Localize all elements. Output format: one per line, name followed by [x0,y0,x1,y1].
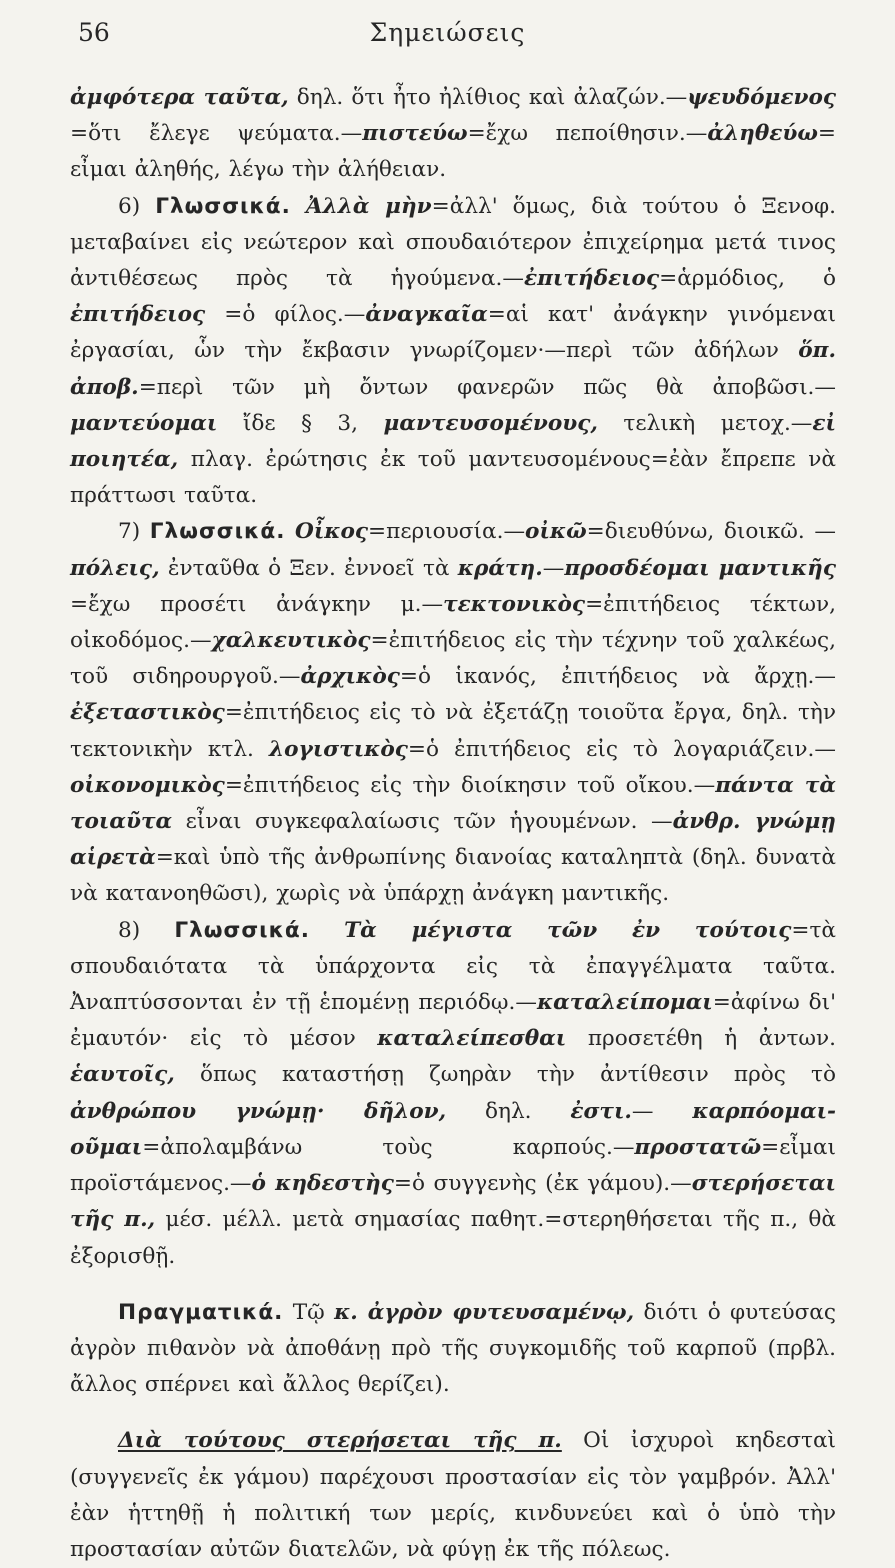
note-paragraph [70,80,836,189]
note-text [291,194,306,219]
note-text: δηλ. ὅτι ἦτο ἠλίθιος καὶ ἀλαζών.— [288,85,688,110]
note-text: =ἀπολαμβάνω τοὺς καρπούς.— [142,1134,635,1160]
note-text: ἴδε § 3, [217,410,384,436]
note-text: — [631,1098,693,1124]
note-text: =ἐπιτήδειος τέκτων, οἰκοδόμος.— [70,591,836,654]
glossed-term: στερήσεται τῆς π., [70,1171,837,1233]
note-text: =ἐπιτήδειος εἰς τὸ νὰ ἐξετάζῃ τοιοῦτα ἔργα, δηλ. τὴν τεκτονικὴν κτλ. [70,700,836,762]
note-text [310,918,344,943]
section-label: Γλωσσικά. [149,519,286,545]
note-text: διότι ὁ φυτεύσας ἀγρὸν πιθανὸν νὰ ἀποθάνῃ πρὸ τῆς συγκομιδῆς τοῦ καρποῦ (πρβλ. ἄλλος σπέρνει καὶ ἄλλος θερίζει). [70,1299,836,1398]
note-text: 8) [118,917,175,943]
glossed-term: ἐπιτήδειος [70,302,206,328]
note-text: — [542,555,565,581]
glossed-term: Ἀλλὰ μὴν [305,193,432,219]
note-text: 7) [118,519,150,545]
note-paragraph [70,1295,836,1404]
glossed-term: ἐπιτήδειος [523,266,660,292]
glossed-term: μαντεύομαι [70,410,218,436]
note-text [285,519,295,544]
note-text: =ἔχω προσέτι ἀνάγκην μ.— [70,591,444,617]
glossed-term: καρπόομαι-οῦμαι [70,1098,836,1160]
glossed-term: ἀνθρώπου γνώμῃ· δῆλον, [70,1098,447,1124]
running-header-title: Σημειώσεις [369,18,526,47]
note-text: Τῷ [283,1299,335,1325]
note-paragraph [70,1423,836,1568]
note-text: δηλ. [446,1098,571,1124]
note-text: τελικὴ μετοχ.— [597,410,813,436]
glossed-term: χαλκευτικὸς [211,628,371,654]
section-label: Γλωσσικά. [155,193,291,219]
note-paragraph [70,189,836,515]
quoted-phrase: Διὰ τούτους στερήσεται τῆς π. [118,1428,562,1454]
glossed-term: οἰκονομικὸς [70,772,225,798]
glossed-term: εἰ ποιητέα, [70,410,836,473]
note-text: μέσ. μέλλ. μετὰ σημασίας παθητ.=στερηθήσεται τῆς π., θὰ ἐξορισθῇ. [70,1207,836,1269]
glossed-term: κράτη. [457,555,543,581]
glossed-term: Οἶκος [295,519,369,545]
note-text: =ὁ συγγενὴς (ἐκ γάμου).— [393,1171,692,1197]
glossed-term: κ. ἀγρὸν φυτευσαμένῳ, [334,1299,635,1325]
glossed-term: μαντευσομένους, [383,410,598,436]
notes-body [70,80,836,1568]
note-text: =ἐπιτήδειος εἰς τὴν τέχνην τοῦ χαλκέως, τοῦ σιδηρουργοῦ.— [70,628,836,690]
glossed-term: ἀρχικὸς [300,664,400,690]
glossed-term: προστατῶ [634,1134,762,1160]
glossed-term: τεκτονικὸς [443,591,586,617]
note-text: =ἁρμόδιος, ὁ [659,266,836,292]
glossed-term: πιστεύω [362,121,468,147]
note-text: =περὶ τῶν μὴ ὄντων φανερῶν πῶς θὰ ἀποβῶσι.— [138,374,836,400]
note-text: ἐνταῦθα ὁ Ξεν. ἐννοεῖ τὰ [159,555,458,581]
glossed-term: ἐξεταστικὸς [70,700,225,726]
note-text: =αἱ κατ' ἀνάγκην γινόμεναι ἐργασίαι, ὧν τὴν ἔκβασιν γνωρίζομεν·—περὶ τῶν ἀδήλων [70,302,836,364]
glossed-term: καταλείπομαι [536,990,713,1016]
glossed-term: ὁ κηδεστὴς [251,1171,394,1197]
note-text: ὅπως καταστήσῃ ζωηρὰν τὴν ἀντίθεσιν πρὸς τὸ [174,1062,836,1088]
note-text: =ἀλλ' ὅμως, διὰ τούτου ὁ Ξενοφ. μεταβαίνει εἰς νεώτερον καὶ σπουδαιότερον ἐπιχείρημα μετά τινος ἀντιθέσεως πρὸς τὰ ἡγούμενα.— [70,193,836,292]
note-text: 6) [118,193,156,219]
note-text: =ἔχω πεποίθησιν.— [467,121,708,147]
note-text: =ὁ φίλος.— [205,302,366,328]
glossed-term: Τὰ μέγιστα τῶν ἐν τούτοις [344,917,792,943]
note-paragraph [70,514,836,912]
glossed-term: προσδέομαι μαντικῆς [564,555,836,581]
note-text: εἶναι συγκεφαλαίωσις τῶν ἡγουμένων. — [172,809,673,835]
note-text: = εἶμαι ἀληθής, λέγω τὴν ἀλήθειαν. [70,121,836,183]
note-text: πλαγ. ἐρώτησις ἐκ τοῦ μαντευσομένους=ἐὰν ἔπρεπε νὰ πράττωσι ταῦτα. [70,447,836,509]
note-text: =ὅτι ἔλεγε ψεύματα.— [70,121,363,147]
note-text: =διευθύνω, διοικῶ. — [586,519,836,545]
glossed-term: ἀμφότερα ταῦτα, [70,85,289,110]
note-text: =καὶ ὑπὸ τῆς ἀνθρωπίνης διανοίας καταληπτὰ (δηλ. δυνατὰ νὰ κατανοηθῶσι), χωρὶς νὰ ὑπάρχῃ ἀνάγκη μαντικῆς. [70,845,836,907]
glossed-term: λογιστικὸς [269,736,408,762]
glossed-term: πόλεις, [70,555,160,581]
note-text: =τὰ σπουδαιότατα τὰ ὑπάρχοντα εἰς τὰ ἐπαγγέλματα ταῦτα. Ἀναπτύσσονται ἐν τῇ ἑπομένῃ περιόδῳ.— [70,917,836,1016]
glossed-term: ἀληθεύω [707,121,818,147]
glossed-term: πάντα τὰ τοιαῦτα [70,772,836,835]
note-text: Οἱ ἰσχυροὶ κηδεσταὶ (συγγενεῖς ἐκ γάμου) παρέχουσι προστασίαν εἰς τὸν γαμβρόν. Ἀλλ' ἐὰν ἡττηθῇ ἡ πολιτική των μερίς, κινδυνεύει καὶ ὁ ὑπὸ τὴν προστασίαν αὐτῶν διατελῶν, νὰ φύγῃ ἐκ τῆς πόλεως. [70,1428,837,1562]
note-text: =ὁ ἱκανός, ἐπιτήδειος νὰ ἄρχῃ.— [399,664,836,690]
glossed-term: ὅπ. ἀποβ. [70,338,836,400]
note-paragraph [70,913,836,1275]
glossed-term: καταλείπεσθαι [377,1026,567,1052]
glossed-term: ψευδόμενος [687,85,836,110]
glossed-term: ἐστι. [570,1098,632,1124]
glossed-term: ἀνθρ. γνώμῃ αἱρετὰ [70,809,836,871]
glossed-term: ἀναγκαῖα [365,302,488,328]
note-text: =ὁ ἐπιτήδειος εἰς τὸ λογαριάζειν.— [407,736,837,762]
note-text: =ἀφίνω δι' ἐμαυτόν· εἰς τὸ μέσον [70,990,836,1052]
note-text: =εἶμαι προϊστάμενος.— [70,1134,836,1197]
note-text: =ἐπιτήδειος εἰς τὴν διοίκησιν τοῦ οἴκου.— [224,772,716,798]
note-text: =περιουσία.— [368,519,526,545]
note-text: προσετέθη ἡ ἀντων. [566,1026,836,1052]
glossed-term: οἰκῶ [525,519,587,545]
page-number: 56 [78,18,110,47]
section-label: Πραγματικά. [118,1299,284,1325]
section-label: Γλωσσικά. [174,917,310,943]
glossed-term: ἑαυτοῖς, [70,1062,175,1088]
